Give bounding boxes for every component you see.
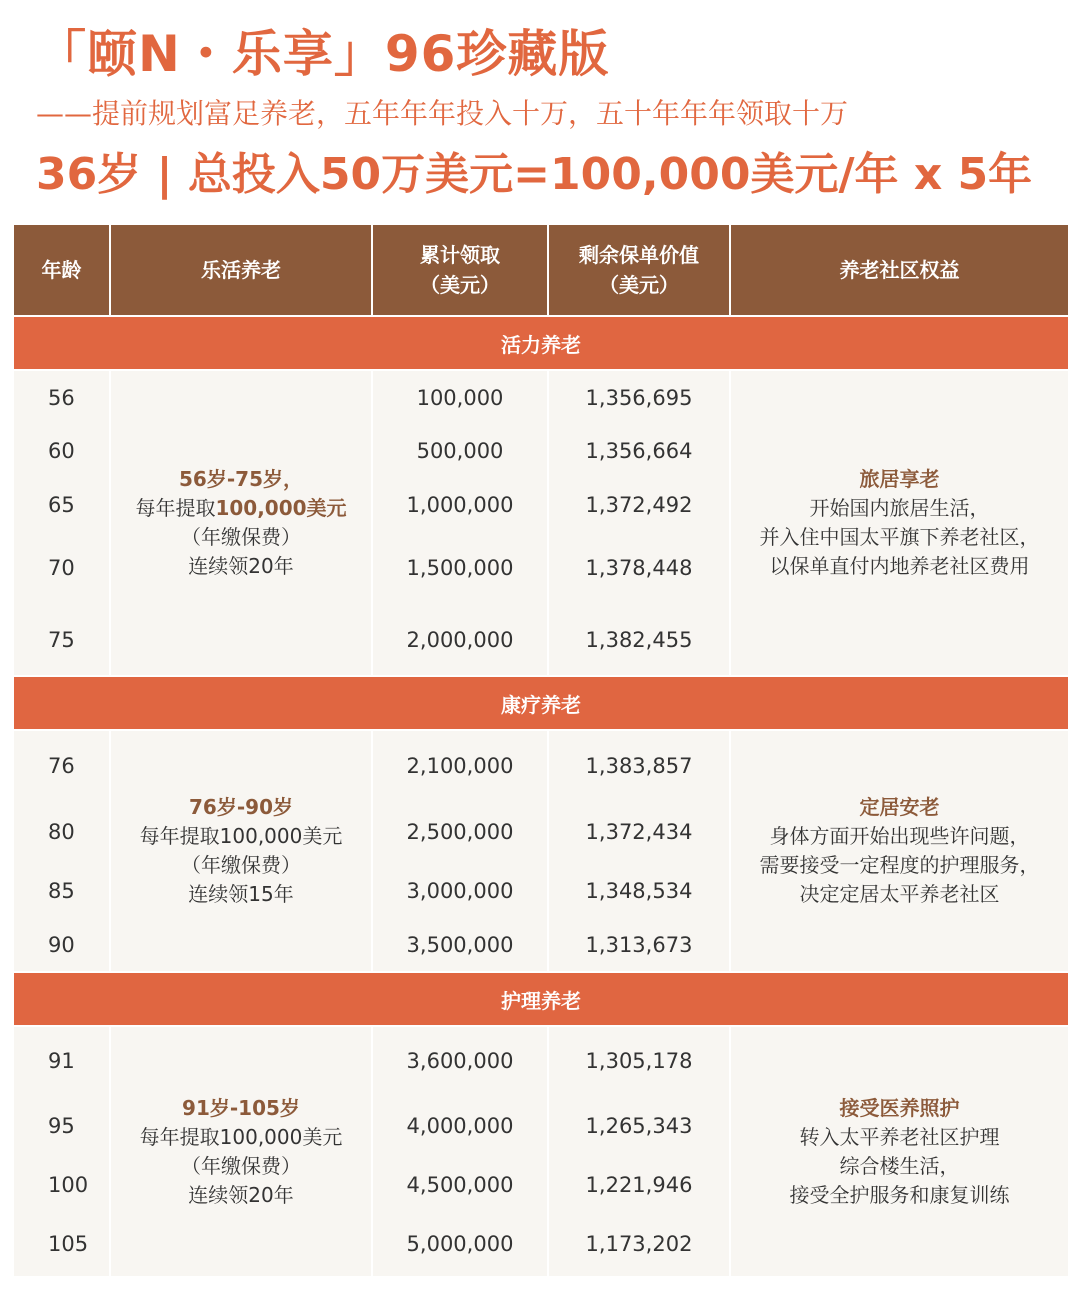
age-cell: 85 <box>14 864 110 918</box>
policy-value-cell: 1,173,202 <box>548 1212 730 1276</box>
plan-withdraw-prefix: 每年提取 <box>139 1124 220 1149</box>
retirement-plan-table <box>14 225 1068 1276</box>
header-policy-value-line1: 剩余保单价值 <box>579 243 699 267</box>
plan-description-cell <box>110 370 372 676</box>
age-cell: 90 <box>14 918 110 972</box>
age-cell: 105 <box>14 1212 110 1276</box>
community-benefit-cell <box>730 730 1068 972</box>
investment-summary: 36岁 | 总投入50万美元=100,000美元/年 x 5年 <box>36 149 1033 200</box>
header-cumulative-line1: 累计领取 <box>420 243 500 267</box>
header-policy-value-unit: （美元） <box>599 273 679 297</box>
age-cell: 75 <box>14 604 110 676</box>
age-cell: 70 <box>14 532 110 604</box>
plan-description-cell <box>110 1026 372 1276</box>
benefit-line: 身体方面开始出现些许问题， <box>769 824 1030 848</box>
community-benefit-cell <box>730 370 1068 676</box>
benefit-line: 接受全护服务和康复训练 <box>789 1182 1010 1207</box>
header-cumulative-unit: （美元） <box>420 273 500 297</box>
benefit-line: 并入住中国太平旗下养老社区， <box>759 525 1040 549</box>
cumulative-withdrawal-cell: 1,000,000 <box>372 478 548 532</box>
policy-value-cell: 1,265,343 <box>548 1094 730 1158</box>
header-age: 年龄 <box>14 225 110 316</box>
plan-duration: 连续领20年 <box>188 1182 294 1207</box>
policy-value-cell: 1,305,178 <box>548 1026 730 1094</box>
benefit-title: 旅居享老 <box>859 467 940 491</box>
cumulative-withdrawal-cell: 2,500,000 <box>372 800 548 864</box>
plan-premium-note: （年缴保费） <box>181 1153 301 1178</box>
benefit-line: 综合楼生活， <box>839 1153 960 1178</box>
community-benefit-cell <box>730 1026 1068 1276</box>
page-subtitle: ——提前规划富足养老，五年年年投入十万，五十年年年领取十万 <box>36 97 849 130</box>
plan-premium-note: （年缴保费） <box>181 525 301 549</box>
plan-duration: 连续领20年 <box>188 554 294 578</box>
table-row <box>14 370 1068 424</box>
header-policy-value <box>548 225 730 316</box>
page-title: 「颐N・乐享」96珍藏版 <box>36 25 610 83</box>
cumulative-withdrawal-cell: 4,000,000 <box>372 1094 548 1158</box>
table-row <box>14 1026 1068 1094</box>
section-header-row <box>14 972 1068 1026</box>
benefit-line: 以保单直付内地养老社区费用 <box>769 554 1030 578</box>
cumulative-withdrawal-cell: 1,500,000 <box>372 532 548 604</box>
cumulative-withdrawal-cell: 2,000,000 <box>372 604 548 676</box>
cumulative-withdrawal-cell: 4,500,000 <box>372 1158 548 1212</box>
policy-value-cell: 1,372,492 <box>548 478 730 532</box>
cumulative-withdrawal-cell: 3,500,000 <box>372 918 548 972</box>
policy-value-cell: 1,348,534 <box>548 864 730 918</box>
age-cell: 91 <box>14 1026 110 1094</box>
policy-value-cell: 1,378,448 <box>548 532 730 604</box>
plan-description-cell <box>110 730 372 972</box>
plan-age-range: 76岁-90岁 <box>189 795 293 819</box>
section-header-row <box>14 316 1068 370</box>
cumulative-withdrawal-cell: 3,600,000 <box>372 1026 548 1094</box>
age-cell: 56 <box>14 370 110 424</box>
section-title: 护理养老 <box>14 972 1068 1026</box>
plan-age-range: 91岁-105岁 <box>182 1095 300 1120</box>
policy-value-cell: 1,372,434 <box>548 800 730 864</box>
header-plan: 乐活养老 <box>110 225 372 316</box>
policy-value-cell: 1,221,946 <box>548 1158 730 1212</box>
plan-withdraw-amount: 100,000美元 <box>215 496 347 520</box>
age-cell: 65 <box>14 478 110 532</box>
age-cell: 100 <box>14 1158 110 1212</box>
benefit-line: 需要接受一定程度的护理服务， <box>759 853 1040 877</box>
cumulative-withdrawal-cell: 100,000 <box>372 370 548 424</box>
section-title: 康疗养老 <box>14 676 1068 730</box>
age-cell: 80 <box>14 800 110 864</box>
policy-value-cell: 1,356,695 <box>548 370 730 424</box>
policy-value-cell: 1,382,455 <box>548 604 730 676</box>
policy-value-cell: 1,356,664 <box>548 424 730 478</box>
age-cell: 95 <box>14 1094 110 1158</box>
header-cumulative <box>372 225 548 316</box>
policy-value-cell: 1,383,857 <box>548 730 730 800</box>
cumulative-withdrawal-cell: 3,000,000 <box>372 864 548 918</box>
plan-duration: 连续领15年 <box>188 882 294 906</box>
age-cell: 60 <box>14 424 110 478</box>
plan-age-range: 56岁-75岁， <box>179 467 303 491</box>
cumulative-withdrawal-cell: 500,000 <box>372 424 548 478</box>
cumulative-withdrawal-cell: 5,000,000 <box>372 1212 548 1276</box>
table-row <box>14 730 1068 800</box>
table-body <box>14 316 1068 1276</box>
benefit-line: 决定定居太平养老社区 <box>799 882 1000 906</box>
cumulative-withdrawal-cell: 2,100,000 <box>372 730 548 800</box>
benefit-line: 开始国内旅居生活， <box>809 496 990 520</box>
plan-premium-note: （年缴保费） <box>181 853 301 877</box>
plan-withdraw-amount: 100,000美元 <box>219 824 343 848</box>
age-cell: 76 <box>14 730 110 800</box>
policy-value-cell: 1,313,673 <box>548 918 730 972</box>
section-header-row <box>14 676 1068 730</box>
plan-withdraw-prefix: 每年提取 <box>139 824 220 848</box>
plan-withdraw-prefix: 每年提取 <box>135 496 216 520</box>
benefit-title: 定居安老 <box>859 795 940 819</box>
benefit-title: 接受医养照护 <box>839 1095 960 1120</box>
section-title: 活力养老 <box>14 316 1068 370</box>
header-benefits: 养老社区权益 <box>730 225 1068 316</box>
plan-withdraw-amount: 100,000美元 <box>219 1124 343 1149</box>
table-header-row <box>14 225 1068 316</box>
benefit-line: 转入太平养老社区护理 <box>799 1124 1000 1149</box>
